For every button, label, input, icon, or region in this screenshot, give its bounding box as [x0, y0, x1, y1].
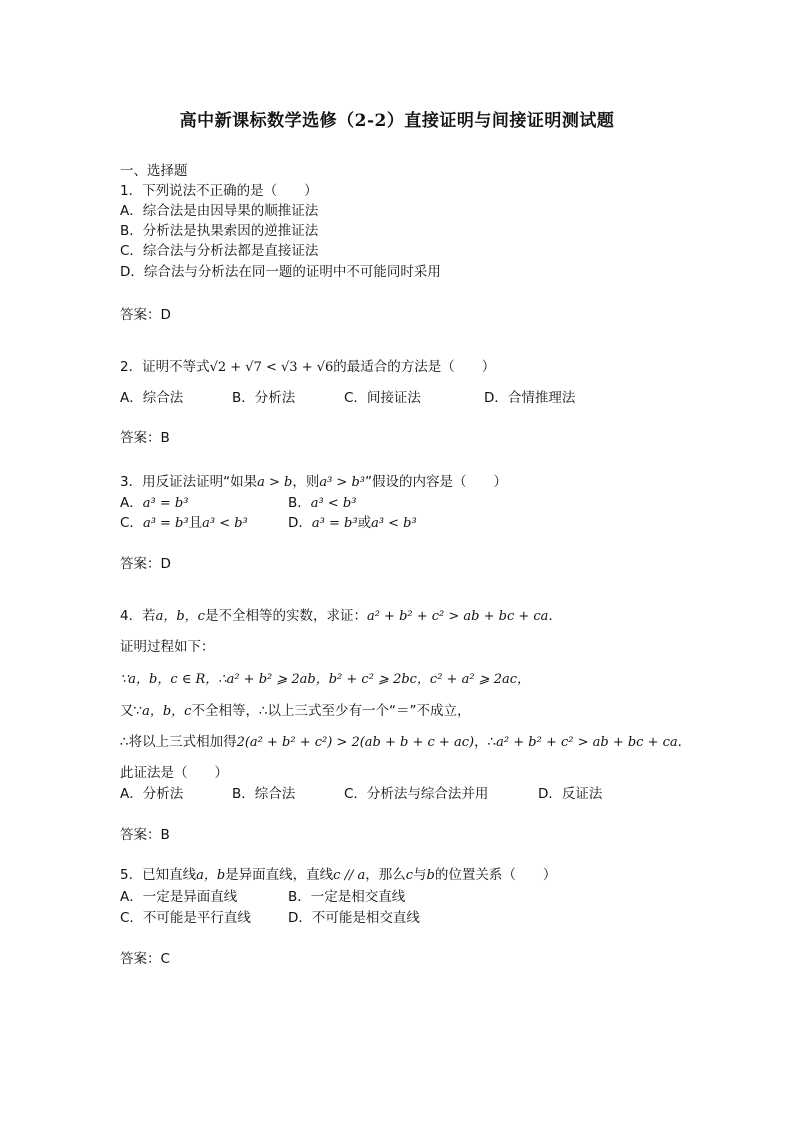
- q4-variables: a，b，c: [155, 609, 205, 624]
- q4-step3-end: ．: [677, 734, 692, 750]
- q5-answer: 答案：C: [120, 951, 170, 967]
- q3-option-d-or: 或: [357, 515, 372, 531]
- q3-options-row2: [120, 514, 520, 532]
- q2-inequality: √2 + √7 < √3 + √6: [209, 360, 334, 375]
- q4-step3-prefix: ∴将以上三式相加得: [120, 734, 237, 750]
- q3-option-c-math1: a³ = b³: [142, 516, 189, 531]
- q4-proof-step3: [120, 733, 691, 752]
- page-title: 高中新课标数学选修（2-2）直接证明与间接证明测试题: [179, 111, 615, 131]
- q3-option-d: [288, 514, 417, 533]
- q1-option-b: B．分析法是执果索因的逆推证法: [120, 223, 319, 239]
- q3-answer: 答案：D: [120, 556, 171, 572]
- q2-options: [120, 389, 720, 407]
- q3-stem-mid: ，则: [292, 474, 320, 490]
- q3-option-d-label: D．: [288, 515, 312, 531]
- q3-conclusion: a³ > b³: [319, 475, 365, 490]
- q3-option-b: [288, 494, 356, 513]
- q1-option-c: C．综合法与分析法都是直接证法: [120, 243, 319, 259]
- q5-line-c: c: [405, 868, 414, 883]
- q3-option-c: [120, 514, 248, 533]
- q4-option-b: B．综合法: [232, 786, 296, 802]
- q2-stem-prefix: 2．证明不等式: [120, 359, 210, 375]
- q5-options-row1: [120, 888, 520, 906]
- q3-option-c-label: C．: [120, 515, 143, 531]
- q5-option-c: C．不可能是平行直线: [120, 910, 251, 926]
- q4-proof-intro: 证明过程如下：: [120, 639, 215, 655]
- q3-option-d-math2: a³ < b³: [371, 516, 417, 531]
- q5-stem-suffix: 的位置关系（ ）: [434, 867, 557, 883]
- q2-answer: 答案：B: [120, 430, 170, 446]
- q5-options-row2: [120, 909, 520, 927]
- q2-option-b: B．分析法: [232, 390, 296, 406]
- q4-step3-mid: ，∴: [474, 734, 497, 750]
- q5-stem-mid3: 与: [413, 867, 427, 883]
- q4-answer: 答案：B: [120, 827, 170, 843]
- q4-stem-end: ．: [548, 608, 562, 624]
- q4-proof-step1: [120, 670, 530, 689]
- q3-option-c-math2: a³ < b³: [202, 516, 248, 531]
- q4-step2-vars: a，b，c: [142, 704, 192, 719]
- q2-option-c: C．间接证法: [344, 390, 421, 406]
- q3-stem-prefix: 3．用反证法证明“如果: [120, 474, 258, 490]
- q5-stem-prefix: 5．已知直线: [120, 867, 197, 883]
- q4-stem-prefix: 4．若: [120, 608, 156, 624]
- q3-options-row1: [120, 494, 520, 512]
- q5-stem-mid1: 是异面直线，直线: [225, 867, 334, 883]
- q2-option-d: D．合情推理法: [484, 390, 576, 406]
- q4-step1-math: ∵a，b，c ∈ R，∴a² + b² ⩾ 2ab，b² + c² ⩾ 2bc，c² + a² ⩾ 2ac，: [120, 672, 531, 687]
- q4-step2-prefix: 又∵: [120, 703, 143, 719]
- q5-option-d: D．不可能是相交直线: [288, 910, 420, 926]
- q5-stem-mid2: ，那么: [365, 867, 406, 883]
- q5-option-a: A．一定是异面直线: [120, 889, 238, 905]
- q4-step3-sum: 2(a² + b² + c²) > 2(ab + b + c + ac): [236, 735, 475, 750]
- q4-option-a: A．分析法: [120, 786, 184, 802]
- q3-option-a: [120, 494, 188, 513]
- q2-stem: [120, 358, 495, 377]
- q3-stem-suffix: ”假设的内容是（ ）: [364, 474, 507, 490]
- q3-option-a-label: A．: [120, 495, 143, 511]
- q4-step2-suffix: 不全相等，∴以上三式至少有一个“＝”不成立，: [191, 703, 471, 719]
- q4-option-c: C．分析法与综合法并用: [344, 786, 489, 802]
- q5-parallel: c // a: [333, 868, 366, 883]
- q1-option-a: A．综合法是由因导果的顺推证法: [120, 203, 319, 219]
- q3-condition: a > b: [257, 475, 293, 490]
- q4-options: [120, 785, 720, 803]
- q4-proof-step2: [120, 702, 471, 721]
- q5-variables: a，b: [196, 868, 226, 883]
- q4-claim: a² + b² + c² > ab + bc + ca: [366, 609, 549, 624]
- q1-stem: 1．下列说法不正确的是（ ）: [120, 183, 318, 199]
- q3-stem: [120, 473, 507, 492]
- q1-answer: 答案：D: [120, 307, 171, 323]
- q4-ask: 此证法是（ ）: [120, 765, 228, 781]
- q3-option-b-math: a³ < b³: [310, 496, 357, 511]
- q4-stem: [120, 607, 562, 626]
- q3-option-d-math1: a³ = b³: [311, 516, 358, 531]
- q3-option-b-label: B．: [288, 495, 311, 511]
- q5-stem: [120, 866, 556, 885]
- q4-stem-mid: 是不全相等的实数，求证：: [204, 608, 367, 624]
- q5-line-b: b: [426, 868, 435, 883]
- q1-option-d: D．综合法与分析法在同一题的证明中不可能同时采用: [120, 264, 441, 280]
- q3-option-c-and: 且: [188, 515, 203, 531]
- q2-option-a: A．综合法: [120, 390, 184, 406]
- q4-option-d: D．反证法: [538, 786, 603, 802]
- section-heading: 一、选择题: [120, 163, 188, 179]
- q5-option-b: B．一定是相交直线: [288, 889, 406, 905]
- q2-stem-suffix: 的最适合的方法是（ ）: [333, 359, 496, 375]
- q4-step3-result: a² + b² + c² > ab + bc + ca: [496, 735, 678, 750]
- q3-option-a-math: a³ = b³: [142, 496, 189, 511]
